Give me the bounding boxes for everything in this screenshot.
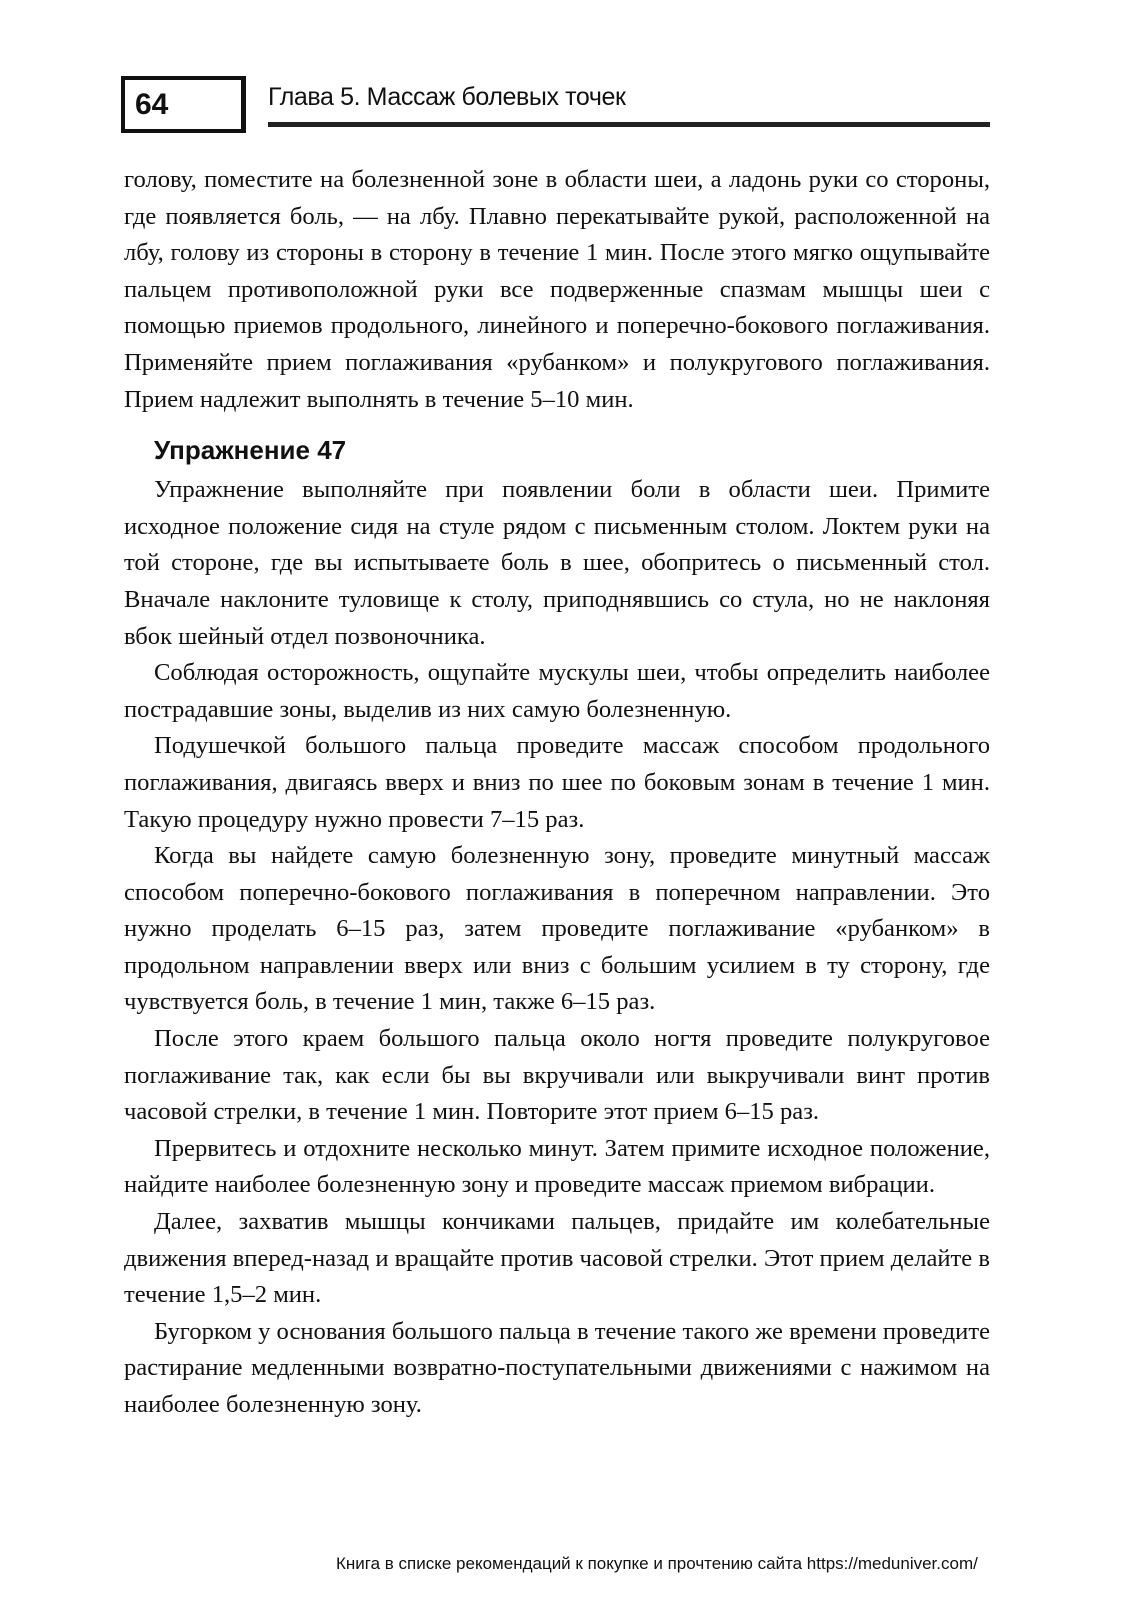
header-rule [268, 122, 990, 127]
body-paragraph: Подушечкой большого пальца проведите массаж способом продольного поглаживания, двигаясь вверх и вниз по шее по боковым зонам в течение 1 мин. Такую процедуру нужно провести 7–15 раз. [124, 732, 990, 833]
body-paragraph: После этого краем большого пальца около ногтя проведите полукруговое поглаживание так, как если бы вы вкручивали или выкручивали винт против часовой стрелки, в течение 1 мин. Повторите этот прием 6–15 раз. [124, 1025, 990, 1126]
body-paragraph: Упражнение выполняйте при появлении боли в области шеи. Примите исходное положение сидя на стуле рядом с письменным столом. Локтем руки на той стороне, где вы испытываете боль в шее, обопритесь о письменный стол. Вначале наклоните туловище к столу, приподнявшись со стула, но не наклоняя вбок шейный отдел позвоночника. [124, 476, 990, 650]
body-paragraph: Прервитесь и отдохните несколько минут. Затем примите исходное положение, найдите наиболее болезненную зону и проведите массаж приемом вибрации. [124, 1134, 990, 1199]
page-body [124, 162, 990, 1424]
body-paragraph: Далее, захватив мышцы кончиками пальцев, придайте им колебательные движения вперед-назад и вращайте против часовой стрелки. Этот прием делайте в течение 1,5–2 мин. [124, 1208, 990, 1309]
body-paragraph: Когда вы найдете самую болезненную зону, проведите минутный массаж способом поперечно-бокового поглаживания в поперечном направлении. Это нужно проделать 6–15 раз, затем проведите поглаживание «рубанком» в продольном направлении вверх или вниз с большим усилием в ту сторону, где чувствуется боль, в течение 1 мин, также 6–15 раз. [124, 842, 990, 1016]
footer-note: Книга в списке рекомендаций к покупке и прочтению сайта https://meduniver.com/ [336, 1554, 978, 1573]
intro-paragraph: голову, поместите на болезненной зоне в области шеи, а ладонь руки со стороны, где появляется боль, — на лбу. Плавно перекатывайте рукой, расположенной на лбу, голову из стороны в сторону в течение 1 мин. После этого мягко ощупывайте пальцем противоположной руки все подверженные спазмам мышцы шеи с помощью приемов продольного, линейного и поперечно-бокового поглаживания. Применяйте прием поглаживания «рубанком» и полукругового поглаживания. Прием надлежит выполнять в течение 5–10 мин. [124, 166, 990, 413]
body-paragraph: Бугорком у основания большого пальца в течение такого же времени проведите растирание медленными возвратно-поступательными движениями с нажимом на наиболее болезненную зону. [124, 1317, 990, 1418]
page-number: 64 [121, 76, 246, 133]
body-paragraph: Соблюдая осторожность, ощупайте мускулы шеи, чтобы определить наиболее пострадавшие зоны, выделив из них самую болезненную. [124, 659, 990, 723]
section-heading: Упражнение 47 [154, 435, 347, 466]
chapter-running-title: Глава 5. Массаж болевых точек [268, 83, 626, 111]
